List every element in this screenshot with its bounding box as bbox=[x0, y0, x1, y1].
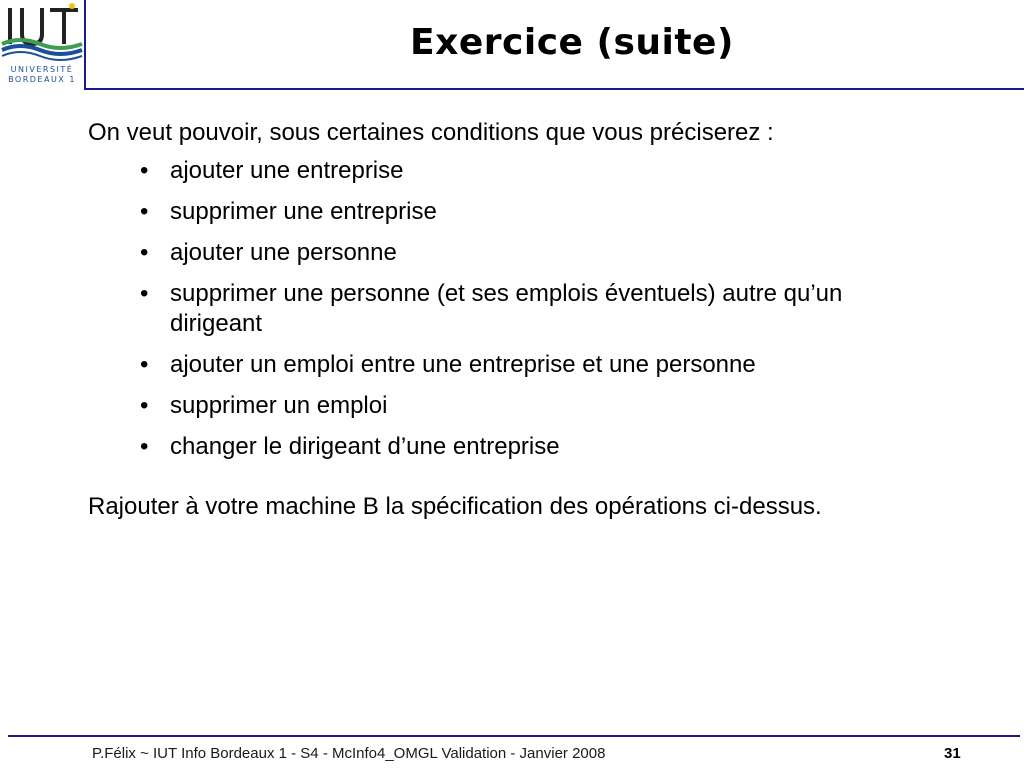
slide-body bbox=[88, 118, 948, 546]
bullet-item bbox=[140, 197, 870, 227]
bullet-list bbox=[88, 156, 948, 462]
bullet-marker: • bbox=[140, 351, 149, 378]
bullet-text: ajouter une entreprise bbox=[170, 157, 404, 184]
bullet-item bbox=[140, 279, 870, 339]
slide-title: Exercice (suite) bbox=[410, 22, 734, 63]
logo-caption-line1: UNIVERSITÉ bbox=[10, 65, 74, 74]
bullet-text: supprimer une entreprise bbox=[170, 198, 437, 225]
closing-text: Rajouter à votre machine B la spécification des opérations ci-dessus. bbox=[88, 493, 822, 520]
bullet-marker: • bbox=[140, 239, 149, 266]
bullet-item bbox=[140, 238, 870, 268]
header-divider bbox=[86, 88, 1024, 90]
intro-text: On veut pouvoir, sous certaines conditions que vous préciserez : bbox=[88, 119, 774, 146]
bullet-marker: • bbox=[140, 280, 149, 307]
footer-divider bbox=[8, 735, 1020, 737]
bullet-marker: • bbox=[140, 392, 149, 419]
bullet-marker: • bbox=[140, 198, 149, 225]
bullet-item bbox=[140, 391, 870, 421]
bullet-marker: • bbox=[140, 157, 149, 184]
bullet-item bbox=[140, 156, 870, 186]
bullet-item bbox=[140, 432, 870, 462]
logo-caption-line2: BORDEAUX 1 bbox=[8, 75, 76, 84]
bullet-text: supprimer un emploi bbox=[170, 392, 388, 419]
footer-text: P.Félix ~ IUT Info Bordeaux 1 - S4 - McInfo4_OMGL Validation - Janvier 2008 bbox=[92, 745, 606, 762]
bullet-item bbox=[140, 350, 870, 380]
bullet-text: ajouter un emploi entre une entreprise et une personne bbox=[170, 351, 756, 378]
page-number: 31 bbox=[944, 745, 961, 762]
bullet-text: ajouter une personne bbox=[170, 239, 397, 266]
bullet-text: changer le dirigeant d’une entreprise bbox=[170, 433, 560, 460]
bullet-text: supprimer une personne (et ses emplois éventuels) autre qu’un dirigeant bbox=[170, 280, 843, 337]
bullet-marker: • bbox=[140, 433, 149, 460]
